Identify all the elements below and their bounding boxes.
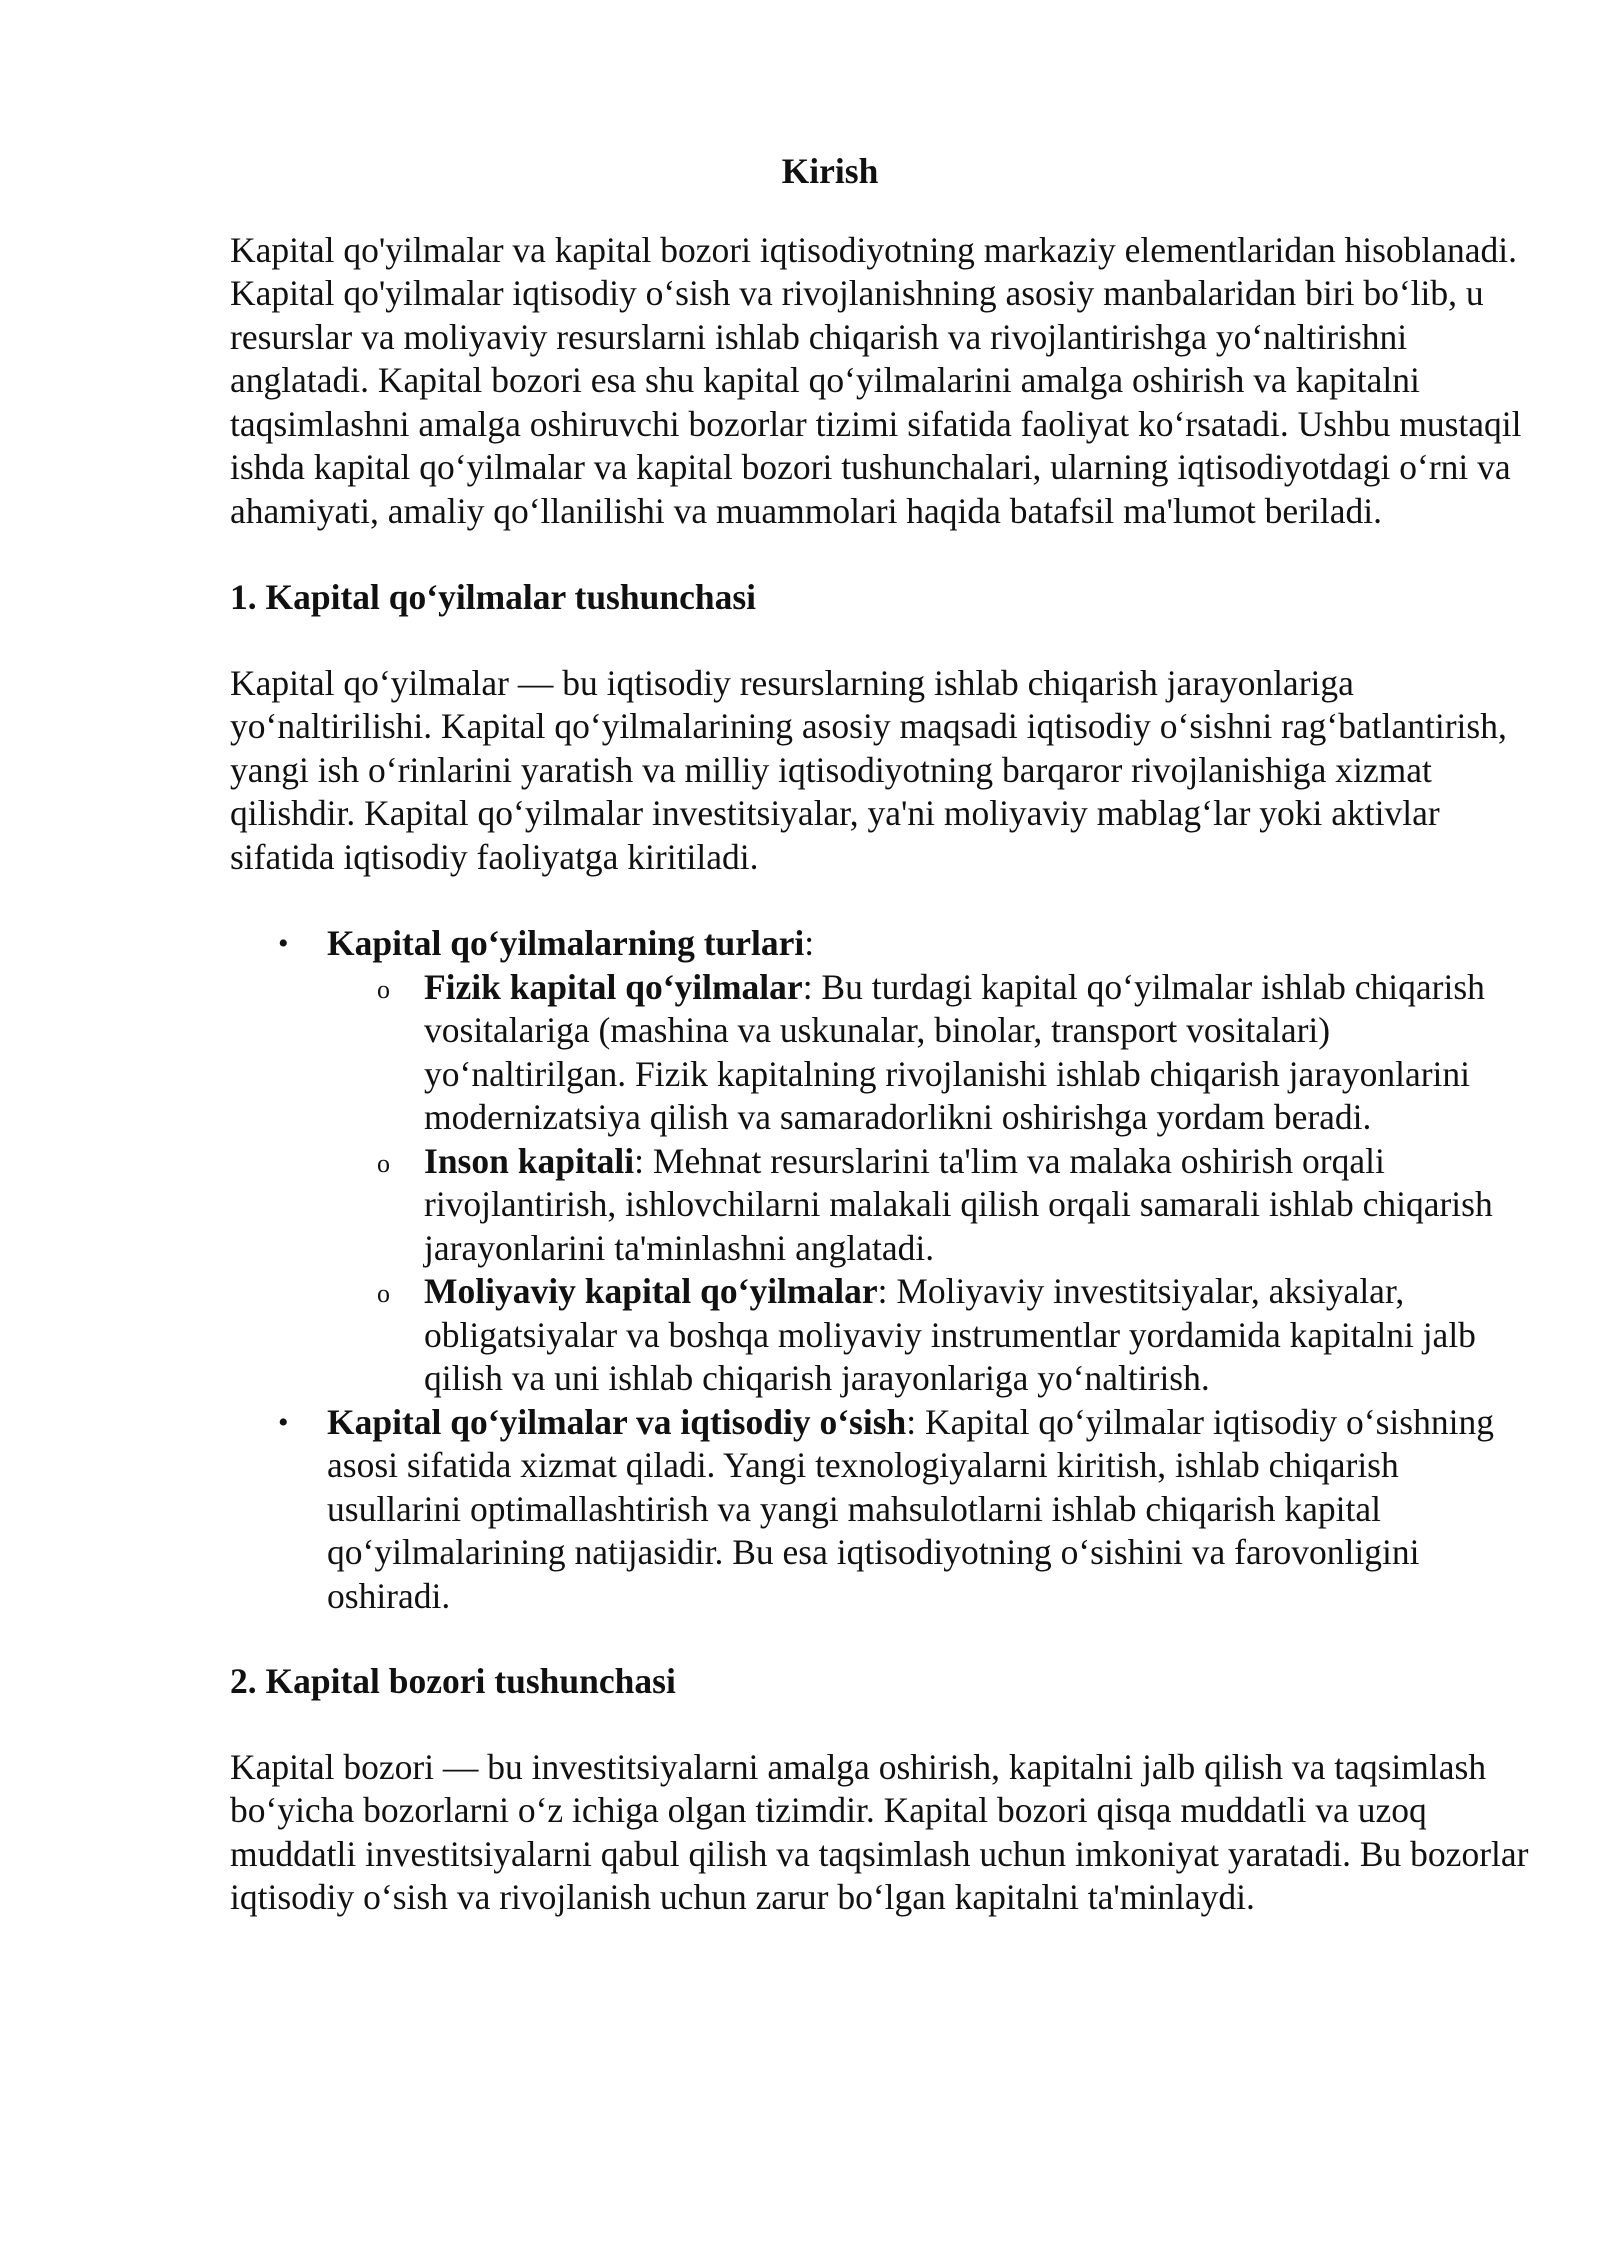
list-item-capital-and-growth [230,1401,1530,1619]
sublist-item-text: : Moliyaviy investitsiyalar, aksiyalar, obligatsiyalar va boshqa moliyaviy instrumentlar yordamida kapitalni jalb qilish va uni ishlab chiqarish jarayonlariga yo‘naltirish. [424,1271,1476,1398]
list-item-text: : Kapital qo‘yilmalar iqtisodiy o‘sishning asosi sifatida xizmat qiladi. Yangi texnologiyalarni kiritish, ishlab chiqarish usullarini optimallashtirish va yangi mahsulotlarni ishlab chiqarish kapital qo‘yilmalarining natijasidir. Bu esa iqtisodiyotning o‘sishini va farovonligini oshiradi. [327,1401,1494,1616]
list-item-capital-types [230,922,1530,1401]
sublist-item-physical-capital [327,966,1530,1140]
section-1-heading: 1. Kapital qo‘yilmalar tushunchasi [230,577,757,617]
sublist-item-human-capital [327,1140,1530,1271]
document-page [230,150,1530,1963]
sub-bullet-marker: o [377,1279,390,1308]
intro-paragraph: Kapital qo'yilmalar va kapital bozori iqtisodiyotning markaziy elementlaridan hisoblanadi. Kapital qo'yilmalar iqtisodiy o‘sish va rivojlanishning asosiy manbalaridan biri bo‘lib, u resurslar va moliyaviy resurslarni ishlab chiqarish va rivojlantirishga yo‘naltirishni anglatadi. Kapital bozori esa shu kapital qo‘yilmalarini amalga oshirish va kapitalni taqsimlashni amalga oshiruvchi bozorlar tizimi sifatida faoliyat ko‘rsatadi. Ushbu mustaqil ishda kapital qo‘yilmalar va kapital bozori tushunchalari, ularning iqtisodiyotdagi o‘rni va ahamiyati, amaliy qo‘llanilishi va muammolari haqida batafsil ma'lumot beriladi. [230,229,1522,531]
sublist-item-text: : Bu turdagi kapital qo‘yilmalar ishlab chiqarish vositalariga (mashina va uskunalar, binolar, transport vositalari) yo‘naltirilgan. Fizik kapitalning rivojlanishi ishlab chiqarish jarayonlarini modernizatsiya qilish va samaradorlikni oshirishga yordam beradi. [424,966,1485,1137]
section-1-paragraph: Kapital qo‘yilmalar — bu iqtisodiy resurslarning ishlab chiqarish jarayonlariga yo‘naltirilishi. Kapital qo‘yilmalarining asosiy maqsadi iqtisodiy o‘sishni rag‘batlantirish, yangi ish o‘rinlarini yaratish va milliy iqtisodiyotning barqaror rivojlanishiga xizmat qilishdir. Kapital qo‘yilmalar investitsiyalar, ya'ni moliyaviy mablag‘lar yoki aktivlar sifatida iqtisodiy faoliyatga kiritiladi. [230,662,1507,877]
list-item-text: : [804,923,815,963]
document-title: Kirish [781,151,879,191]
capital-types-sublist [327,966,1530,1401]
sub-bullet-marker: o [377,1148,390,1178]
sublist-item-financial-capital [327,1270,1530,1401]
section-2-paragraph: Kapital bozori — bu investitsiyalarni amalga oshirish, kapitalni jalb qilish va taqsimlash bo‘yicha bozorlarni o‘z ichiga olgan tizimdir. Kapital bozori qisqa muddatli va uzoq muddatli investitsiyalarni qabul qilish va taqsimlash uchun imkoniyat yaratadi. Bu bozorlar iqtisodiy o‘sish va rivojlanish uchun zarur bo‘lgan kapitalni ta'minlaydi. [230,1746,1529,1917]
section-2-heading: 2. Kapital bozori tushunchasi [230,1661,676,1701]
sublist-item-term: Inson kapitali [424,1140,635,1181]
sublist-item-term: Moliyaviy kapital qo‘yilmalar [424,1271,878,1311]
bullet-marker: • [278,1405,289,1439]
sublist-item-text: : Mehnat resurslarini ta'lim va malaka oshirish orqali rivojlantirish, ishlovchilarni malakali qilish orqali samarali ishlab chiqarish jarayonlarini ta'minlashni anglatadi. [424,1140,1493,1268]
list-item-term: Kapital qo‘yilmalar va iqtisodiy o‘sish [327,1401,907,1442]
sub-bullet-marker: o [377,974,390,1004]
list-item-term: Kapital qo‘yilmalarning turlari [327,923,805,963]
sublist-item-term: Fizik kapital qo‘yilmalar [424,966,803,1007]
bullet-marker: • [278,927,289,960]
section-1-bullet-list [230,922,1530,1618]
